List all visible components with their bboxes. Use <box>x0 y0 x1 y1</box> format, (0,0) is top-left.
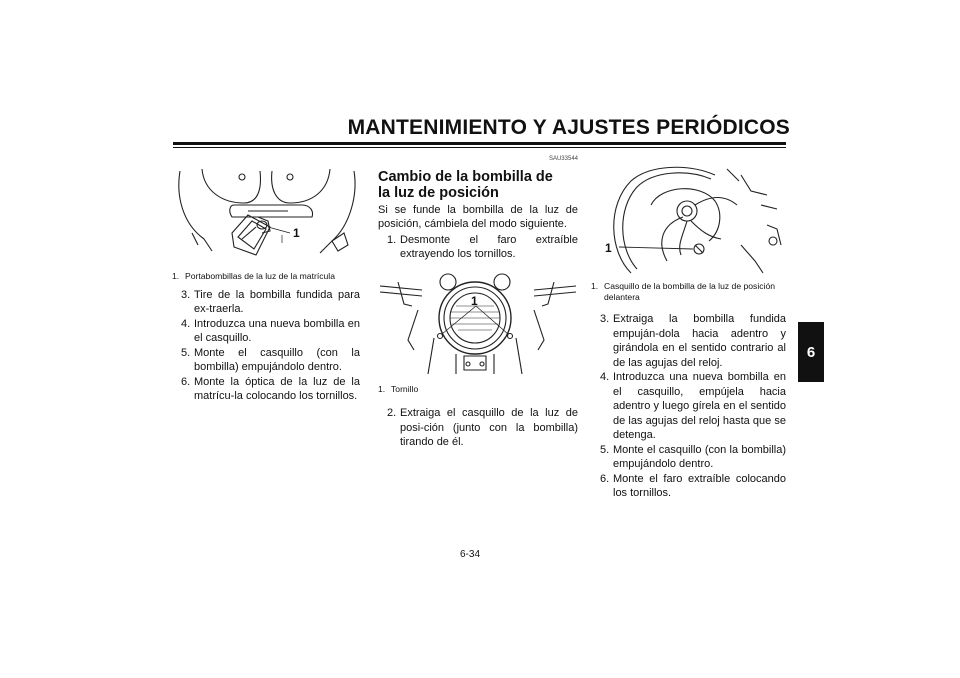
caption-number: 1. <box>378 383 386 394</box>
caption-text: Casquillo de la bombilla de la luz de posición delantera <box>604 281 776 302</box>
callout-label: 1 <box>605 241 612 255</box>
step-text: Monte el faro extraíble colocando los tornillos. <box>613 472 786 499</box>
step-text: Monte la óptica de la luz de la matrícu-la colocando los tornillos. <box>194 375 360 402</box>
caption-number: 1. <box>172 271 180 281</box>
step-item <box>591 443 786 472</box>
step-item <box>591 472 786 501</box>
figure-caption <box>378 384 578 395</box>
page-title: MANTENIMIENTO Y AJUSTES PERIÓDICOS <box>347 116 790 139</box>
step-text: Introduzca una nueva bombilla en el casquillo. <box>194 317 360 344</box>
license-light-illustration <box>172 165 360 265</box>
header-rule <box>173 142 786 145</box>
step-number: 3. <box>600 313 610 325</box>
step-number: 6. <box>600 472 610 485</box>
section-title: Cambio de la bombilla de la luz de posición <box>378 168 553 201</box>
step-number: 3. <box>181 288 191 301</box>
step-text: Extraiga el casquillo de la luz de posi-ción (junto con la bombilla) tirando de él. <box>400 407 578 448</box>
step-text: Extraiga la bombilla fundida empuján-dola hacia adentro y girándola en el sentido contrario al de las agujas del reloj. <box>613 313 786 369</box>
step-text: Monte el casquillo (con la bombilla) empujándolo dentro. <box>613 443 786 470</box>
step-text: Monte el casquillo (con la bombilla) empujándolo dentro. <box>194 346 360 373</box>
step-text: Tire de la bombilla fundida para ex-traerla. <box>194 288 360 315</box>
step-number: 6. <box>181 375 191 388</box>
step-number: 1. <box>387 233 397 246</box>
step-item <box>378 406 578 450</box>
step-item <box>591 370 786 443</box>
figure-caption <box>591 281 786 302</box>
section-intro: Si se funde la bombilla de la luz de posición, cámbiela del modo siguiente. <box>378 203 578 230</box>
step-list <box>172 288 360 404</box>
step-list <box>591 312 786 501</box>
step-number: 4. <box>600 371 610 383</box>
caption-number: 1. <box>591 281 599 291</box>
page-number: 6-34 <box>460 549 481 560</box>
right-column <box>591 165 786 501</box>
step-item <box>172 317 360 346</box>
callout-label: 1 <box>471 293 478 308</box>
step-list <box>378 406 578 450</box>
step-item <box>378 233 578 262</box>
middle-column <box>378 152 578 450</box>
figure-caption <box>172 271 360 282</box>
chapter-tab <box>798 322 824 382</box>
step-item <box>172 346 360 375</box>
headlight-illustration <box>378 270 578 378</box>
callout-label: 1 <box>293 226 300 240</box>
chapter-tab-label: 6 <box>806 343 816 361</box>
caption-text: Tornillo <box>391 383 419 394</box>
step-number: 5. <box>600 443 610 456</box>
step-text: Desmonte el faro extraíble extrayendo los tornillos. <box>400 233 578 260</box>
section-code: SAU33544 <box>548 156 578 162</box>
step-item <box>591 312 786 370</box>
step-number: 4. <box>181 317 191 330</box>
step-item <box>172 375 360 404</box>
bulb-socket-illustration <box>591 165 786 275</box>
left-column <box>172 165 360 404</box>
step-number: 5. <box>181 346 191 359</box>
step-number: 2. <box>387 407 397 419</box>
step-item <box>172 288 360 317</box>
header-rule-thin <box>173 147 786 148</box>
step-list <box>378 233 578 262</box>
caption-text: Portabombillas de la luz de la matrícula <box>185 271 335 281</box>
step-text: Introduzca una nueva bombilla en el casquillo, empújela hacia adentro y luego gírela en el sentido de las agujas del reloj hasta que se detenga. <box>613 371 786 441</box>
